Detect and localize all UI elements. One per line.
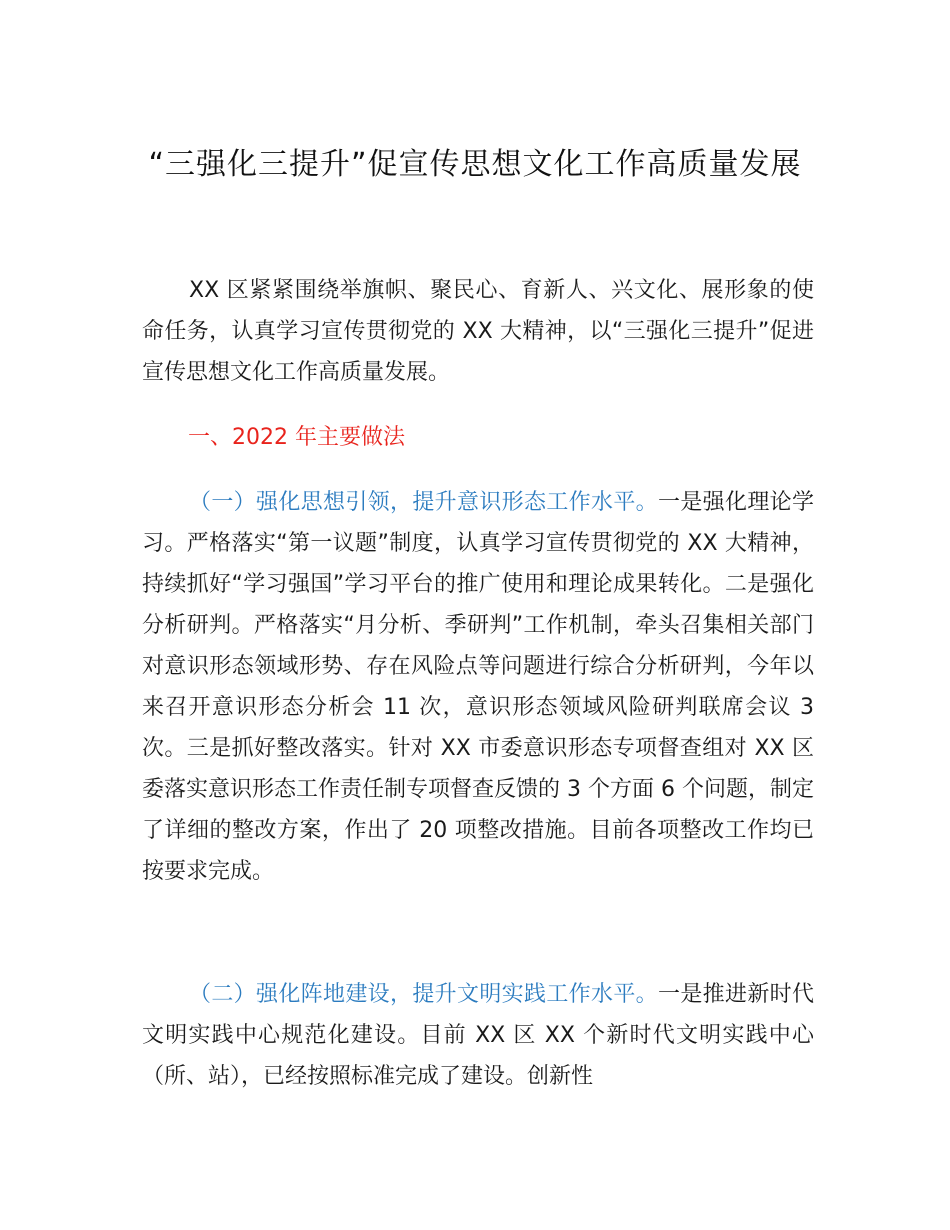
intro-text: XX 区紧紧围绕举旗帜、聚民心、育新人、兴文化、展形象的使命任务，认真学习宣传贯彻党的 XX 大精神，以“三强化三提升”促进宣传思想文化工作高质量发展。 — [142, 278, 814, 385]
paragraph-1 — [142, 482, 814, 892]
paragraph-2-content — [142, 974, 814, 1097]
intro-paragraph — [142, 270, 814, 393]
paragraph-2-heading: （二）强化阵地建设，提升文明实践工作水平。 — [189, 982, 658, 1007]
paragraph-1-text: 一是强化理论学习。严格落实“第一议题”制度，认真学习宣传贯彻党的 XX 大精神，持续抓好“学习强国”学习平台的推广使用和理论成果转化。二是强化分析研判。严格落实“月分析、季研判”工作机制，牵头召集相关部门对意识形态领域形势、存在风险点等问题进行综合分析研判，今年以来召开意识形态分析会 11 次，意识形态领域风险研判联席会议 3 次。三是抓好整改落实。针对 XX 市委意识形态专项督查组对 XX 区委落实意识形态工作责任制专项督查反馈的 3 个方面 6 个问题，制定了详细的整改方案，作出了 20 项整改措施。目前各项整改工作均已按要求完成。 — [142, 490, 814, 884]
paragraph-1-content — [142, 482, 814, 892]
paragraph-2-text: 一是推进新时代文明实践中心规范化建设。目前 XX 区 XX 个新时代文明实践中心（所、站），已经按照标准完成了建设。创新性 — [142, 982, 814, 1089]
paragraph-2 — [142, 974, 814, 1097]
document-title: “三强化三提升”促宣传思想文化工作高质量发展 — [148, 147, 802, 182]
section-heading-1: 一、2022 年主要做法 — [188, 425, 405, 450]
paragraph-1-heading: （一）强化思想引领，提升意识形态工作水平。 — [189, 490, 658, 515]
